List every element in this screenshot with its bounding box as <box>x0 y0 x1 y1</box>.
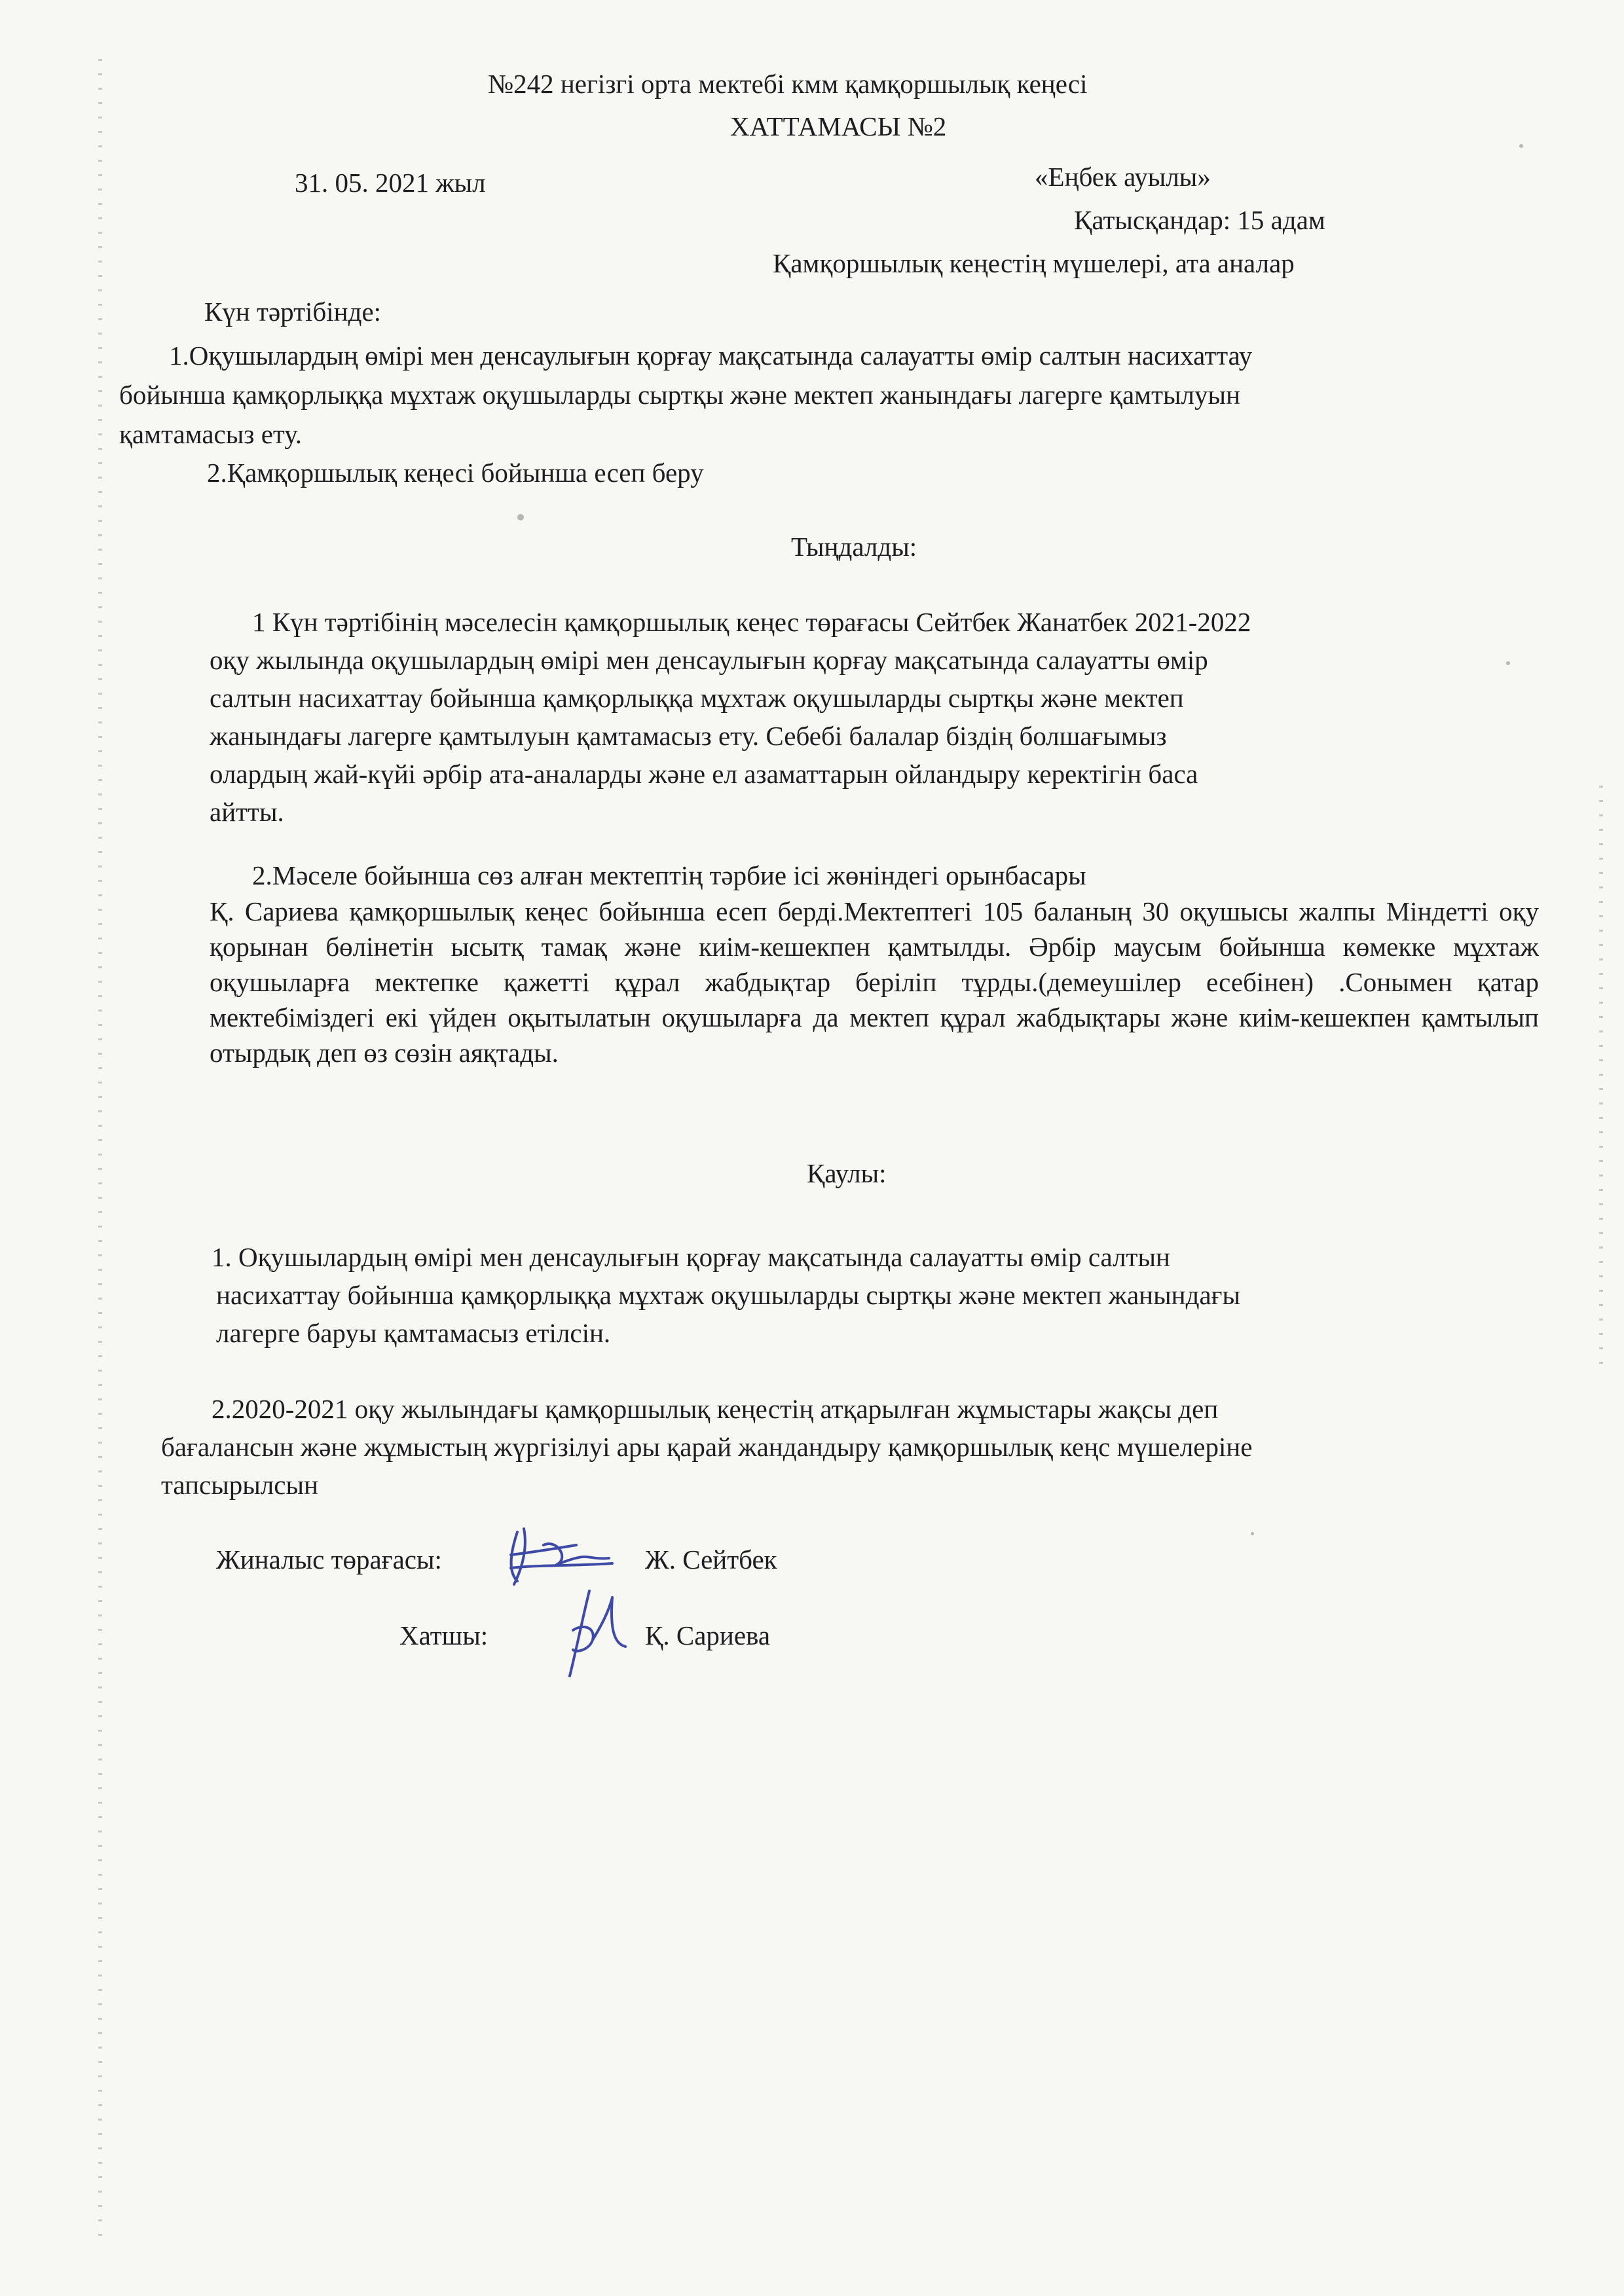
chair-signature <box>498 1519 622 1591</box>
chair-label: Жиналыс төрағасы: <box>216 1544 442 1575</box>
heard-para-1-line-5: олардың жай-күйі әрбір ата-аналарды және ел азаматтарын ойландыру керектігін баса <box>210 759 1198 789</box>
attendees-count: Қатысқандар: 15 адам <box>1074 205 1325 235</box>
heard-para-2-first-line: 2.Мәселе бойынша сөз алған мектептің тәрбие ісі жөніндегі орынбасары <box>252 860 1086 890</box>
decision-item-2-line-2: бағалансын және жұмыстың жүргізілуі ары қарай жандандыру қамқоршылық кеңс мүшелеріне <box>161 1432 1253 1462</box>
scan-speck <box>1519 144 1523 148</box>
document-title: ХАТТАМАСЫ №2 <box>730 111 947 141</box>
decision-heading: Қаулы: <box>807 1158 887 1188</box>
agenda-item-1-line-2: бойынша қамқорлыққа мұхтаж оқушыларды сыртқы және мектеп жанындағы лагерге қамтылуын <box>119 380 1241 410</box>
decision-item-1-line-2: насихаттау бойынша қамқорлыққа мұхтаж оқушыларды сыртқы және мектеп жанындағы <box>216 1280 1241 1310</box>
secretary-name: Қ. Сариева <box>645 1620 771 1650</box>
secretary-label: Хатшы: <box>399 1620 489 1650</box>
scan-speck <box>517 514 524 520</box>
scan-speck <box>1251 1532 1254 1535</box>
agenda-heading: Күн тәртібінде: <box>204 297 382 327</box>
meeting-date: 31. 05. 2021 жыл <box>295 168 486 198</box>
scan-edge-artifact <box>1599 786 1603 1375</box>
decision-item-1-line-3: лагерге баруы қамтамасыз етілсін. <box>216 1318 611 1348</box>
decision-item-2-line-3: тапсырылсын <box>161 1470 318 1500</box>
heard-para-1-line-6: айтты. <box>210 797 284 827</box>
heard-para-1-line-2: оқу жылында оқушылардың өмірі мен денсаулығын қорғау мақсатында салауатты өмір <box>210 645 1208 675</box>
decision-item-1-line-1: 1. Оқушылардың өмірі мен денсаулығын қорғау мақсатында салауатты өмір салтын <box>212 1242 1170 1272</box>
heard-para-1-line-3: салтын насихаттау бойынша қамқорлыққа мұхтаж оқушыларды сыртқы және мектеп <box>210 683 1184 713</box>
agenda-item-2: 2.Қамқоршылық кеңесі бойынша есеп беру <box>207 458 704 488</box>
heard-para-1-line-1: 1 Күн тәртібінің мәселесін қамқоршылық кеңес төрағасы Сейтбек Жанатбек 2021-2022 <box>252 607 1251 637</box>
org-line: №242 негізгі орта мектебі кмм қамқоршылық кеңесі <box>488 69 1088 99</box>
heard-para-2-body: Қ. Сариева қамқоршылық кеңес бойынша есеп берді.Мектептегі 105 баланың 30 оқушысы жалпы Міндетті оқу қорынан бөлінетін ысытқ тамақ және киім-кешекпен қамтылды. Әрбір маусым бойынша көмекке мұхтаж оқушыларға мектепке қажетті құрал жабдықтар беріліп тұрды.(демеушілер есебінен) .Сонымен қатар мектебіміздегі екі үйден оқытылатын оқушыларға да мектеп құрал жабдықтары және киім-кешекпен қамтылып отырдық деп өз сөзін аяқтады. <box>210 896 1539 1068</box>
heard-para-1-line-4: жанындағы лагерге қамтылуын қамтамасыз ету. Себебі балалар біздің болшағымыз <box>210 721 1167 751</box>
scan-speck <box>1506 661 1510 665</box>
decision-item-2-line-1: 2.2020-2021 оқу жылындағы қамқоршылық кеңестің атқарылған жұмыстары жақсы деп <box>212 1394 1219 1424</box>
secretary-signature <box>550 1584 635 1683</box>
meeting-place: «Еңбек ауылы» <box>1035 162 1211 192</box>
attendees-list: Қамқоршылық кеңестің мүшелері, ата аналар <box>773 248 1295 278</box>
scan-edge-artifact <box>98 59 102 2239</box>
agenda-item-1-line-3: қамтамасыз ету. <box>119 419 302 449</box>
heard-heading: Тыңдалды: <box>791 532 917 562</box>
chair-name: Ж. Сейтбек <box>645 1544 777 1575</box>
agenda-item-1-line-1: 1.Оқушылардың өмірі мен денсаулығын қорғау мақсатында салауатты өмір салтын насихаттау <box>169 340 1253 371</box>
